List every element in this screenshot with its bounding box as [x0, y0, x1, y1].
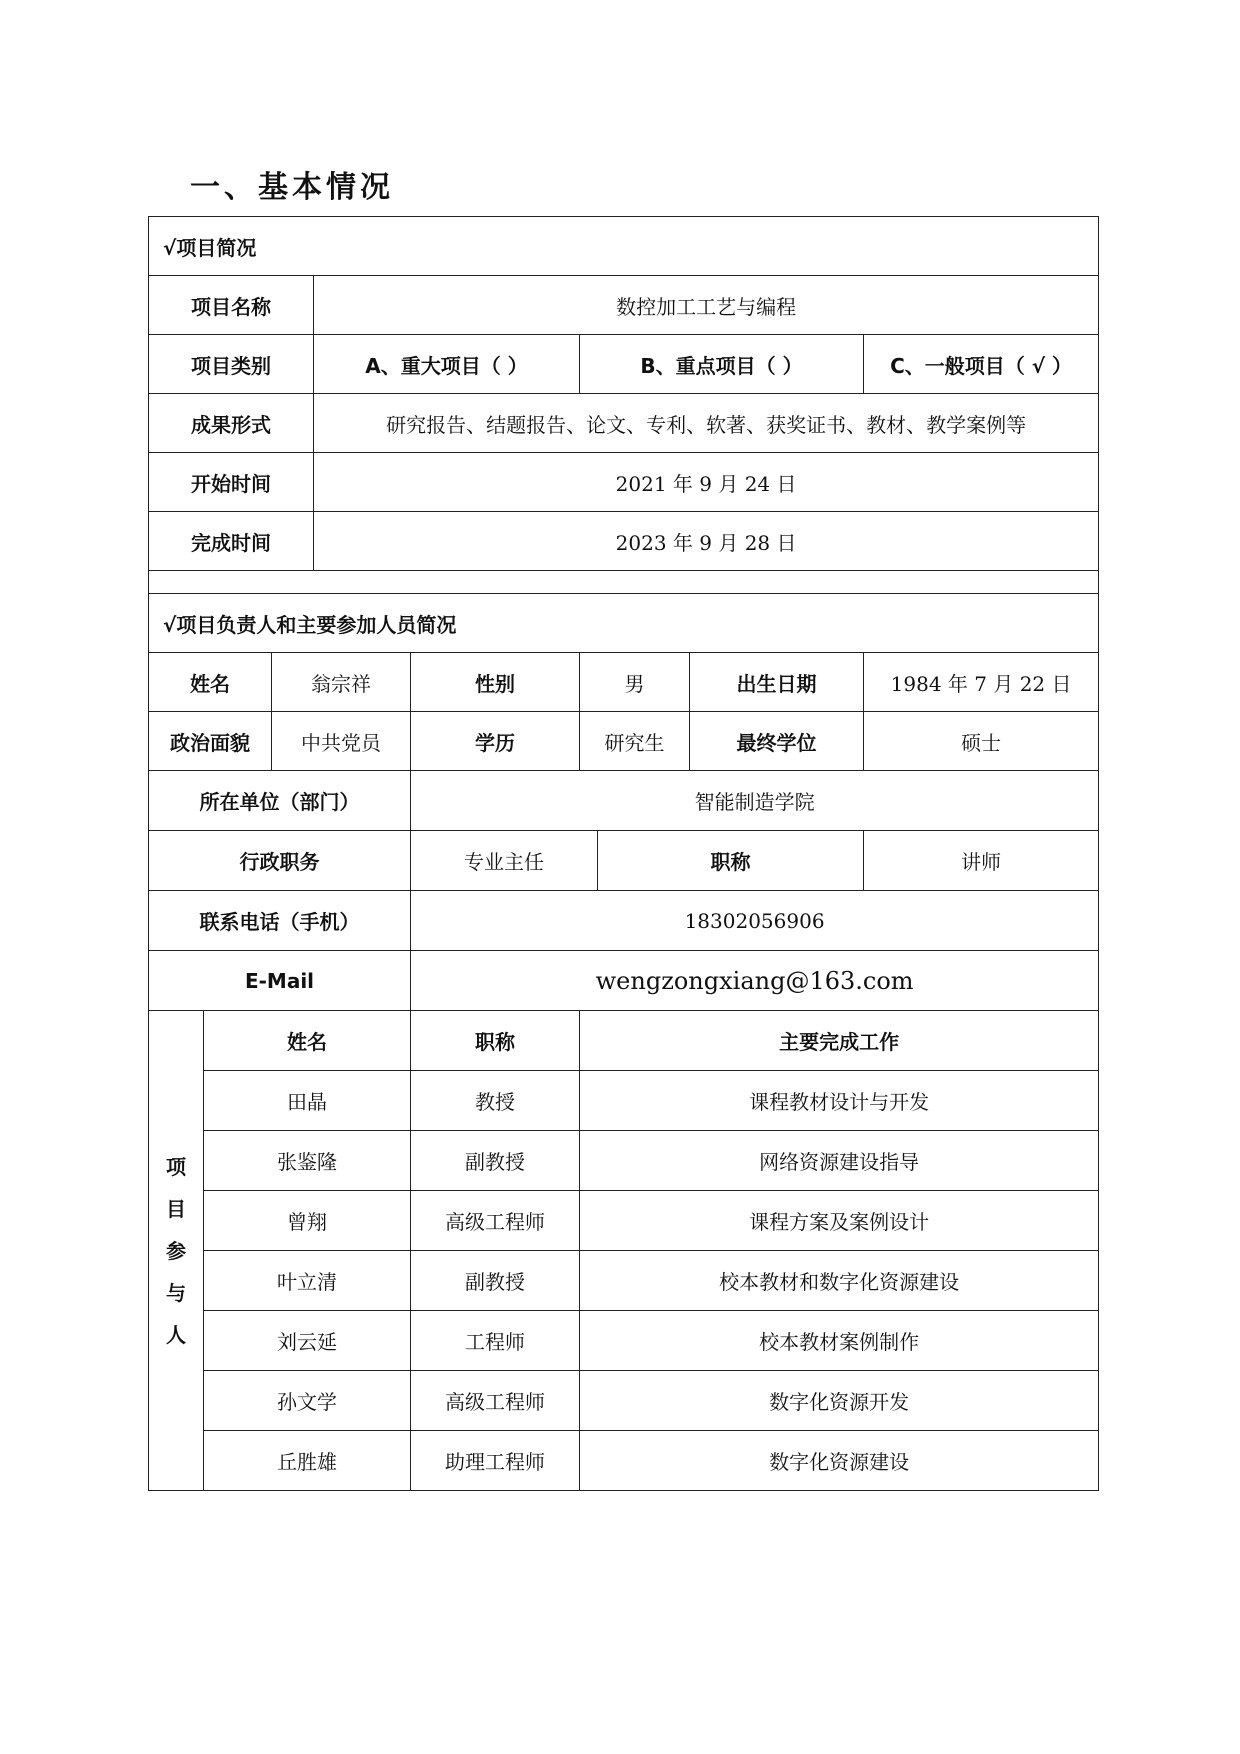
- participant-work: 网络资源建设指导: [580, 1131, 1099, 1191]
- participant-work: 校本教材案例制作: [580, 1311, 1099, 1371]
- email-value: wengzongxiang@163.com: [411, 951, 1099, 1011]
- participant-name: 刘云延: [204, 1311, 411, 1371]
- participant-title: 副教授: [411, 1251, 580, 1311]
- table-row: [149, 1311, 1099, 1371]
- unit-label: 所在单位（部门）: [149, 771, 411, 831]
- end-time-label: 完成时间: [149, 512, 314, 571]
- gender-label: 性别: [411, 653, 580, 712]
- phone-label: 联系电话（手机）: [149, 891, 411, 951]
- education-value: 研究生: [580, 712, 690, 771]
- participant-title: 副教授: [411, 1131, 580, 1191]
- project-category-label: 项目类别: [149, 335, 314, 394]
- admin-row: [149, 831, 1099, 891]
- unit-value: 智能制造学院: [411, 771, 1099, 831]
- participant-name: 丘胜雄: [204, 1431, 411, 1491]
- leader-row-2: [149, 712, 1099, 771]
- participant-title: 教授: [411, 1071, 580, 1131]
- politics-value: 中共党员: [272, 712, 411, 771]
- participant-name: 孙文学: [204, 1371, 411, 1431]
- email-row: [149, 951, 1099, 1011]
- table-row: [149, 1131, 1099, 1191]
- participant-work: 数字化资源开发: [580, 1371, 1099, 1431]
- participants-side-label: 项 目 参 与 人: [149, 1011, 204, 1491]
- participant-title: 高级工程师: [411, 1191, 580, 1251]
- project-category-row: [149, 335, 1099, 394]
- section1-heading: √项目简况: [149, 217, 1099, 276]
- participant-name: 田晶: [204, 1071, 411, 1131]
- politics-label: 政治面貌: [149, 712, 272, 771]
- phone-value: 18302056906: [411, 891, 1099, 951]
- education-label: 学历: [411, 712, 580, 771]
- table-row: [149, 1071, 1099, 1131]
- professional-title-value: 讲师: [864, 831, 1099, 891]
- participant-work: 数字化资源建设: [580, 1431, 1099, 1491]
- participant-work: 课程教材设计与开发: [580, 1071, 1099, 1131]
- basic-info-form: [148, 216, 1098, 1491]
- participant-title: 助理工程师: [411, 1431, 580, 1491]
- admin-position-label: 行政职务: [149, 831, 411, 891]
- leader-name-label: 姓名: [149, 653, 272, 712]
- results-form-row: [149, 394, 1099, 453]
- participants-name-header: 姓名: [204, 1011, 411, 1071]
- table-row: [149, 1191, 1099, 1251]
- participants-title-header: 职称: [411, 1011, 580, 1071]
- section2-heading: √项目负责人和主要参加人员简况: [149, 594, 1099, 653]
- participants-header-row: [149, 1011, 1099, 1071]
- start-time-label: 开始时间: [149, 453, 314, 512]
- section1-heading-row: [149, 217, 1099, 276]
- category-option-b: B、重点项目（ ）: [580, 335, 864, 394]
- spacer-row: [149, 571, 1099, 594]
- participant-work: 校本教材和数字化资源建设: [580, 1251, 1099, 1311]
- project-name-value: 数控加工工艺与编程: [314, 276, 1099, 335]
- participant-title: 工程师: [411, 1311, 580, 1371]
- leader-name-value: 翁宗祥: [272, 653, 411, 712]
- professional-title-label: 职称: [598, 831, 864, 891]
- end-time-value: 2023 年 9 月 28 日: [314, 512, 1099, 571]
- end-time-row: [149, 512, 1099, 571]
- basic-info-table: [148, 216, 1099, 1491]
- admin-position-value: 专业主任: [411, 831, 598, 891]
- project-name-row: [149, 276, 1099, 335]
- category-option-a: A、重大项目（ ）: [314, 335, 580, 394]
- birth-date-label: 出生日期: [690, 653, 864, 712]
- degree-label: 最终学位: [690, 712, 864, 771]
- spacer-cell: [149, 571, 1099, 594]
- page-title: 一、基本情况: [190, 170, 394, 205]
- table-row: [149, 1431, 1099, 1491]
- section2-heading-row: [149, 594, 1099, 653]
- participant-name: 张鉴隆: [204, 1131, 411, 1191]
- start-time-row: [149, 453, 1099, 512]
- participants-work-header: 主要完成工作: [580, 1011, 1099, 1071]
- participant-work: 课程方案及案例设计: [580, 1191, 1099, 1251]
- participant-name: 叶立清: [204, 1251, 411, 1311]
- participant-title: 高级工程师: [411, 1371, 580, 1431]
- category-option-c: C、一般项目（ √ ）: [864, 335, 1099, 394]
- degree-value: 硕士: [864, 712, 1099, 771]
- table-row: [149, 1371, 1099, 1431]
- project-name-label: 项目名称: [149, 276, 314, 335]
- leader-row-1: [149, 653, 1099, 712]
- participant-name: 曾翔: [204, 1191, 411, 1251]
- gender-value: 男: [580, 653, 690, 712]
- start-time-value: 2021 年 9 月 24 日: [314, 453, 1099, 512]
- table-row: [149, 1251, 1099, 1311]
- phone-row: [149, 891, 1099, 951]
- unit-row: [149, 771, 1099, 831]
- results-form-value: 研究报告、结题报告、论文、专利、软著、获奖证书、教材、教学案例等: [314, 394, 1099, 453]
- birth-date-value: 1984 年 7 月 22 日: [864, 653, 1099, 712]
- results-form-label: 成果形式: [149, 394, 314, 453]
- email-label: E-Mail: [149, 951, 411, 1011]
